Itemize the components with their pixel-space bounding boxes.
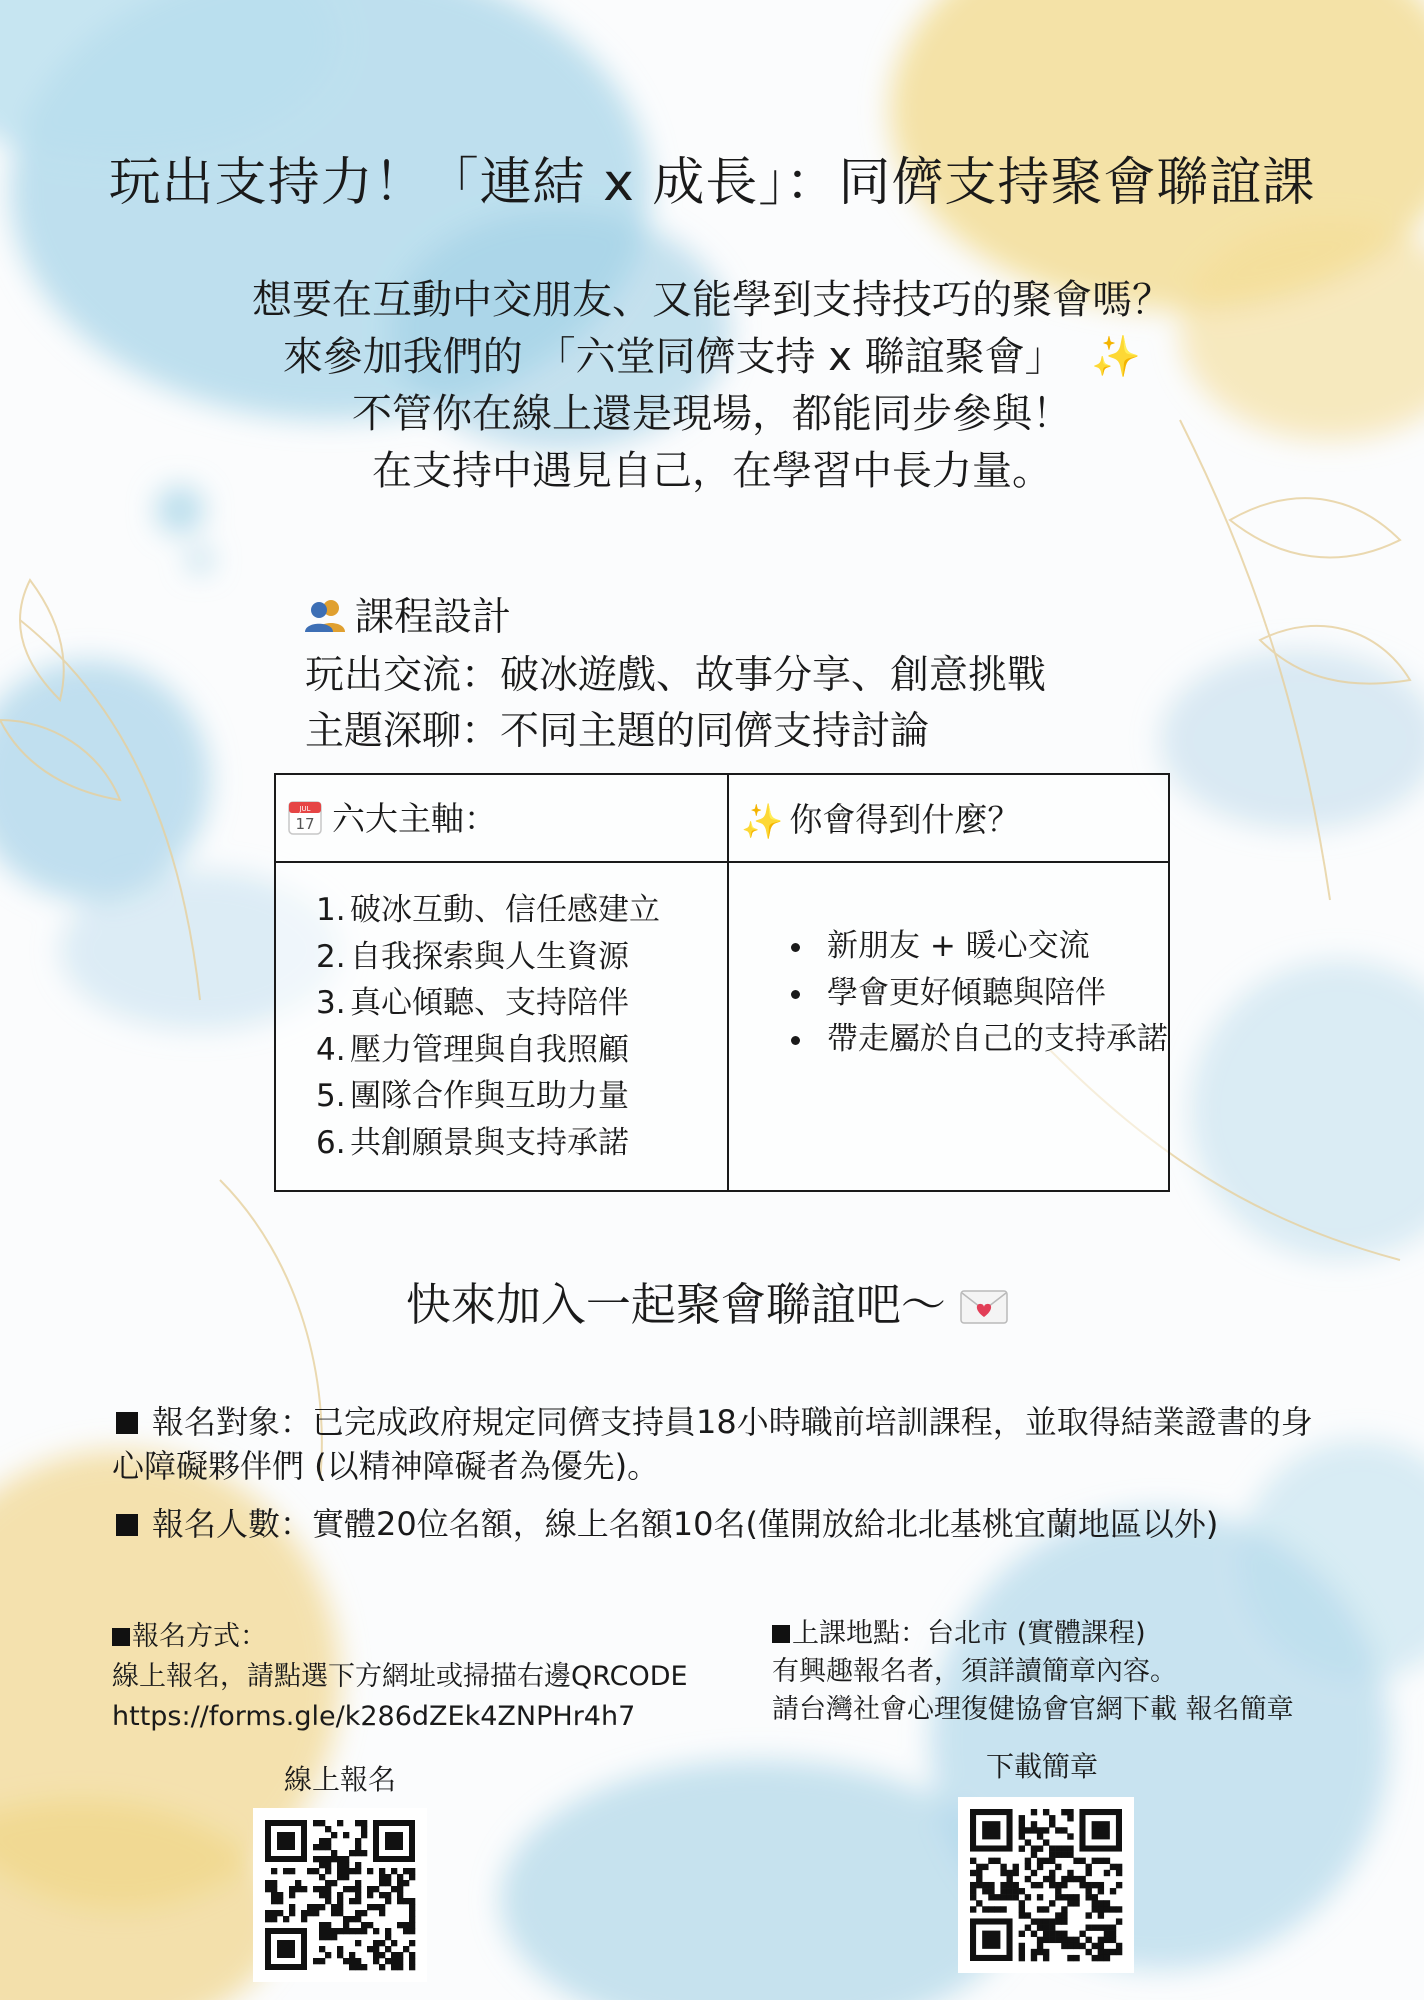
intro-line-4: 在支持中遇見自己，在學習中長力量。 xyxy=(372,448,1052,494)
theme-item: 5. 團隊合作與互助力量 xyxy=(316,1078,629,1114)
course-heading-row xyxy=(305,590,1046,648)
sparkles-icon: ✨ xyxy=(741,801,784,842)
location-line-1: 有興趣報名者，須詳讀簡章內容。 xyxy=(772,1656,1177,1687)
themes-header-cell xyxy=(275,774,728,862)
join-text: 快來加入一起聚會聯誼吧～ xyxy=(405,1278,946,1331)
course-design xyxy=(305,590,1046,760)
intro-block xyxy=(0,272,1424,500)
svg-text:JUL: JUL xyxy=(299,804,311,813)
signup-heading: 報名方式： xyxy=(132,1621,267,1652)
calendar-icon xyxy=(288,799,322,843)
brochure-qr-code[interactable] xyxy=(958,1797,1134,1973)
square-bullet-icon xyxy=(772,1625,790,1643)
location-block xyxy=(772,1615,1294,1729)
theme-item: 4. 壓力管理與自我照顧 xyxy=(316,1031,629,1068)
signup-heading-row xyxy=(112,1617,688,1657)
brochure-qr-label: 下載簡章 xyxy=(985,1750,1098,1783)
square-bullet-icon xyxy=(112,1628,130,1646)
benefit-item: 新朋友 + 暖心交流 xyxy=(789,923,1168,970)
themes-table xyxy=(274,773,1170,1192)
benefits-header: 你會得到什麼？ xyxy=(789,800,1021,840)
benefits-list xyxy=(729,923,1168,1063)
theme-item: 2. 自我探索與人生資源 xyxy=(316,938,629,975)
benefit-item: 帶走屬於自己的支持承諾 xyxy=(789,1016,1168,1063)
theme-item: 6. 共創願景與支持承諾 xyxy=(316,1124,629,1161)
signup-qr-code[interactable] xyxy=(253,1808,427,1982)
intro-line-2 xyxy=(0,329,1424,386)
signup-block xyxy=(112,1617,688,1737)
benefits-list-cell xyxy=(728,862,1169,1191)
location-line-2[interactable]: 請台灣社會心理復健協會官網下載 報名簡章 xyxy=(772,1694,1294,1725)
intro-line-3: 不管你在線上還是現場，都能同步參與！ xyxy=(352,391,1072,437)
location-heading: 上課地點：台北市 (實體課程) xyxy=(792,1618,1146,1649)
sparkles-icon: ✨ xyxy=(1091,334,1142,380)
themes-list xyxy=(276,887,727,1166)
theme-item: 3. 真心傾聽、支持陪伴 xyxy=(316,985,629,1021)
signup-instruction: 線上報名，請點選下方網址或掃描右邊QRCODE xyxy=(112,1661,688,1692)
join-call xyxy=(0,1268,1424,1335)
people-icon xyxy=(305,592,345,648)
themes-list-cell xyxy=(275,862,728,1191)
eligibility-block xyxy=(112,1400,1342,1560)
benefits-header-cell xyxy=(728,774,1169,862)
theme-item: 1. 破冰互動、信任感建立 xyxy=(316,892,660,928)
course-line-1: 玩出交流：破冰遊戲、故事分享、創意挑戰 xyxy=(305,652,1047,698)
course-line-2: 主題深聊：不同主題的同儕支持討論 xyxy=(305,708,930,754)
eligibility-count: 報名人數：實體20位名額，線上名額10名(僅開放給北北基桃宜蘭地區以外) xyxy=(112,1502,1342,1546)
square-bullet-icon xyxy=(116,1412,138,1434)
course-heading: 課程設計 xyxy=(355,595,512,640)
signup-qr-label: 線上報名 xyxy=(283,1763,396,1796)
signup-url-link[interactable]: https://forms.gle/k286dZEk4ZNPHr4h7 xyxy=(112,1701,636,1732)
benefit-item: 學會更好傾聽與陪伴 xyxy=(789,970,1168,1017)
page-title: 玩出支持力！「連結 x 成長」：同儕支持聚會聯誼課 xyxy=(108,153,1316,213)
intro-line-1: 想要在互動中交朋友、又能學到支持技巧的聚會嗎？ xyxy=(252,277,1172,323)
square-bullet-icon xyxy=(116,1514,138,1536)
intro-line-2-text: 來參加我們的 「六堂同儕支持 x 聯誼聚會」 xyxy=(282,334,1065,380)
location-heading-row xyxy=(772,1615,1294,1653)
eligibility-target: 報名對象：已完成政府規定同儕支持員18小時職前培訓課程，並取得結業證書的身心障礙夥伴們 (以精神障礙者為優先)。 xyxy=(112,1403,1313,1485)
svg-text:17: 17 xyxy=(295,814,315,833)
love-letter-icon xyxy=(960,1282,1008,1335)
themes-header: 六大主軸： xyxy=(332,799,497,839)
